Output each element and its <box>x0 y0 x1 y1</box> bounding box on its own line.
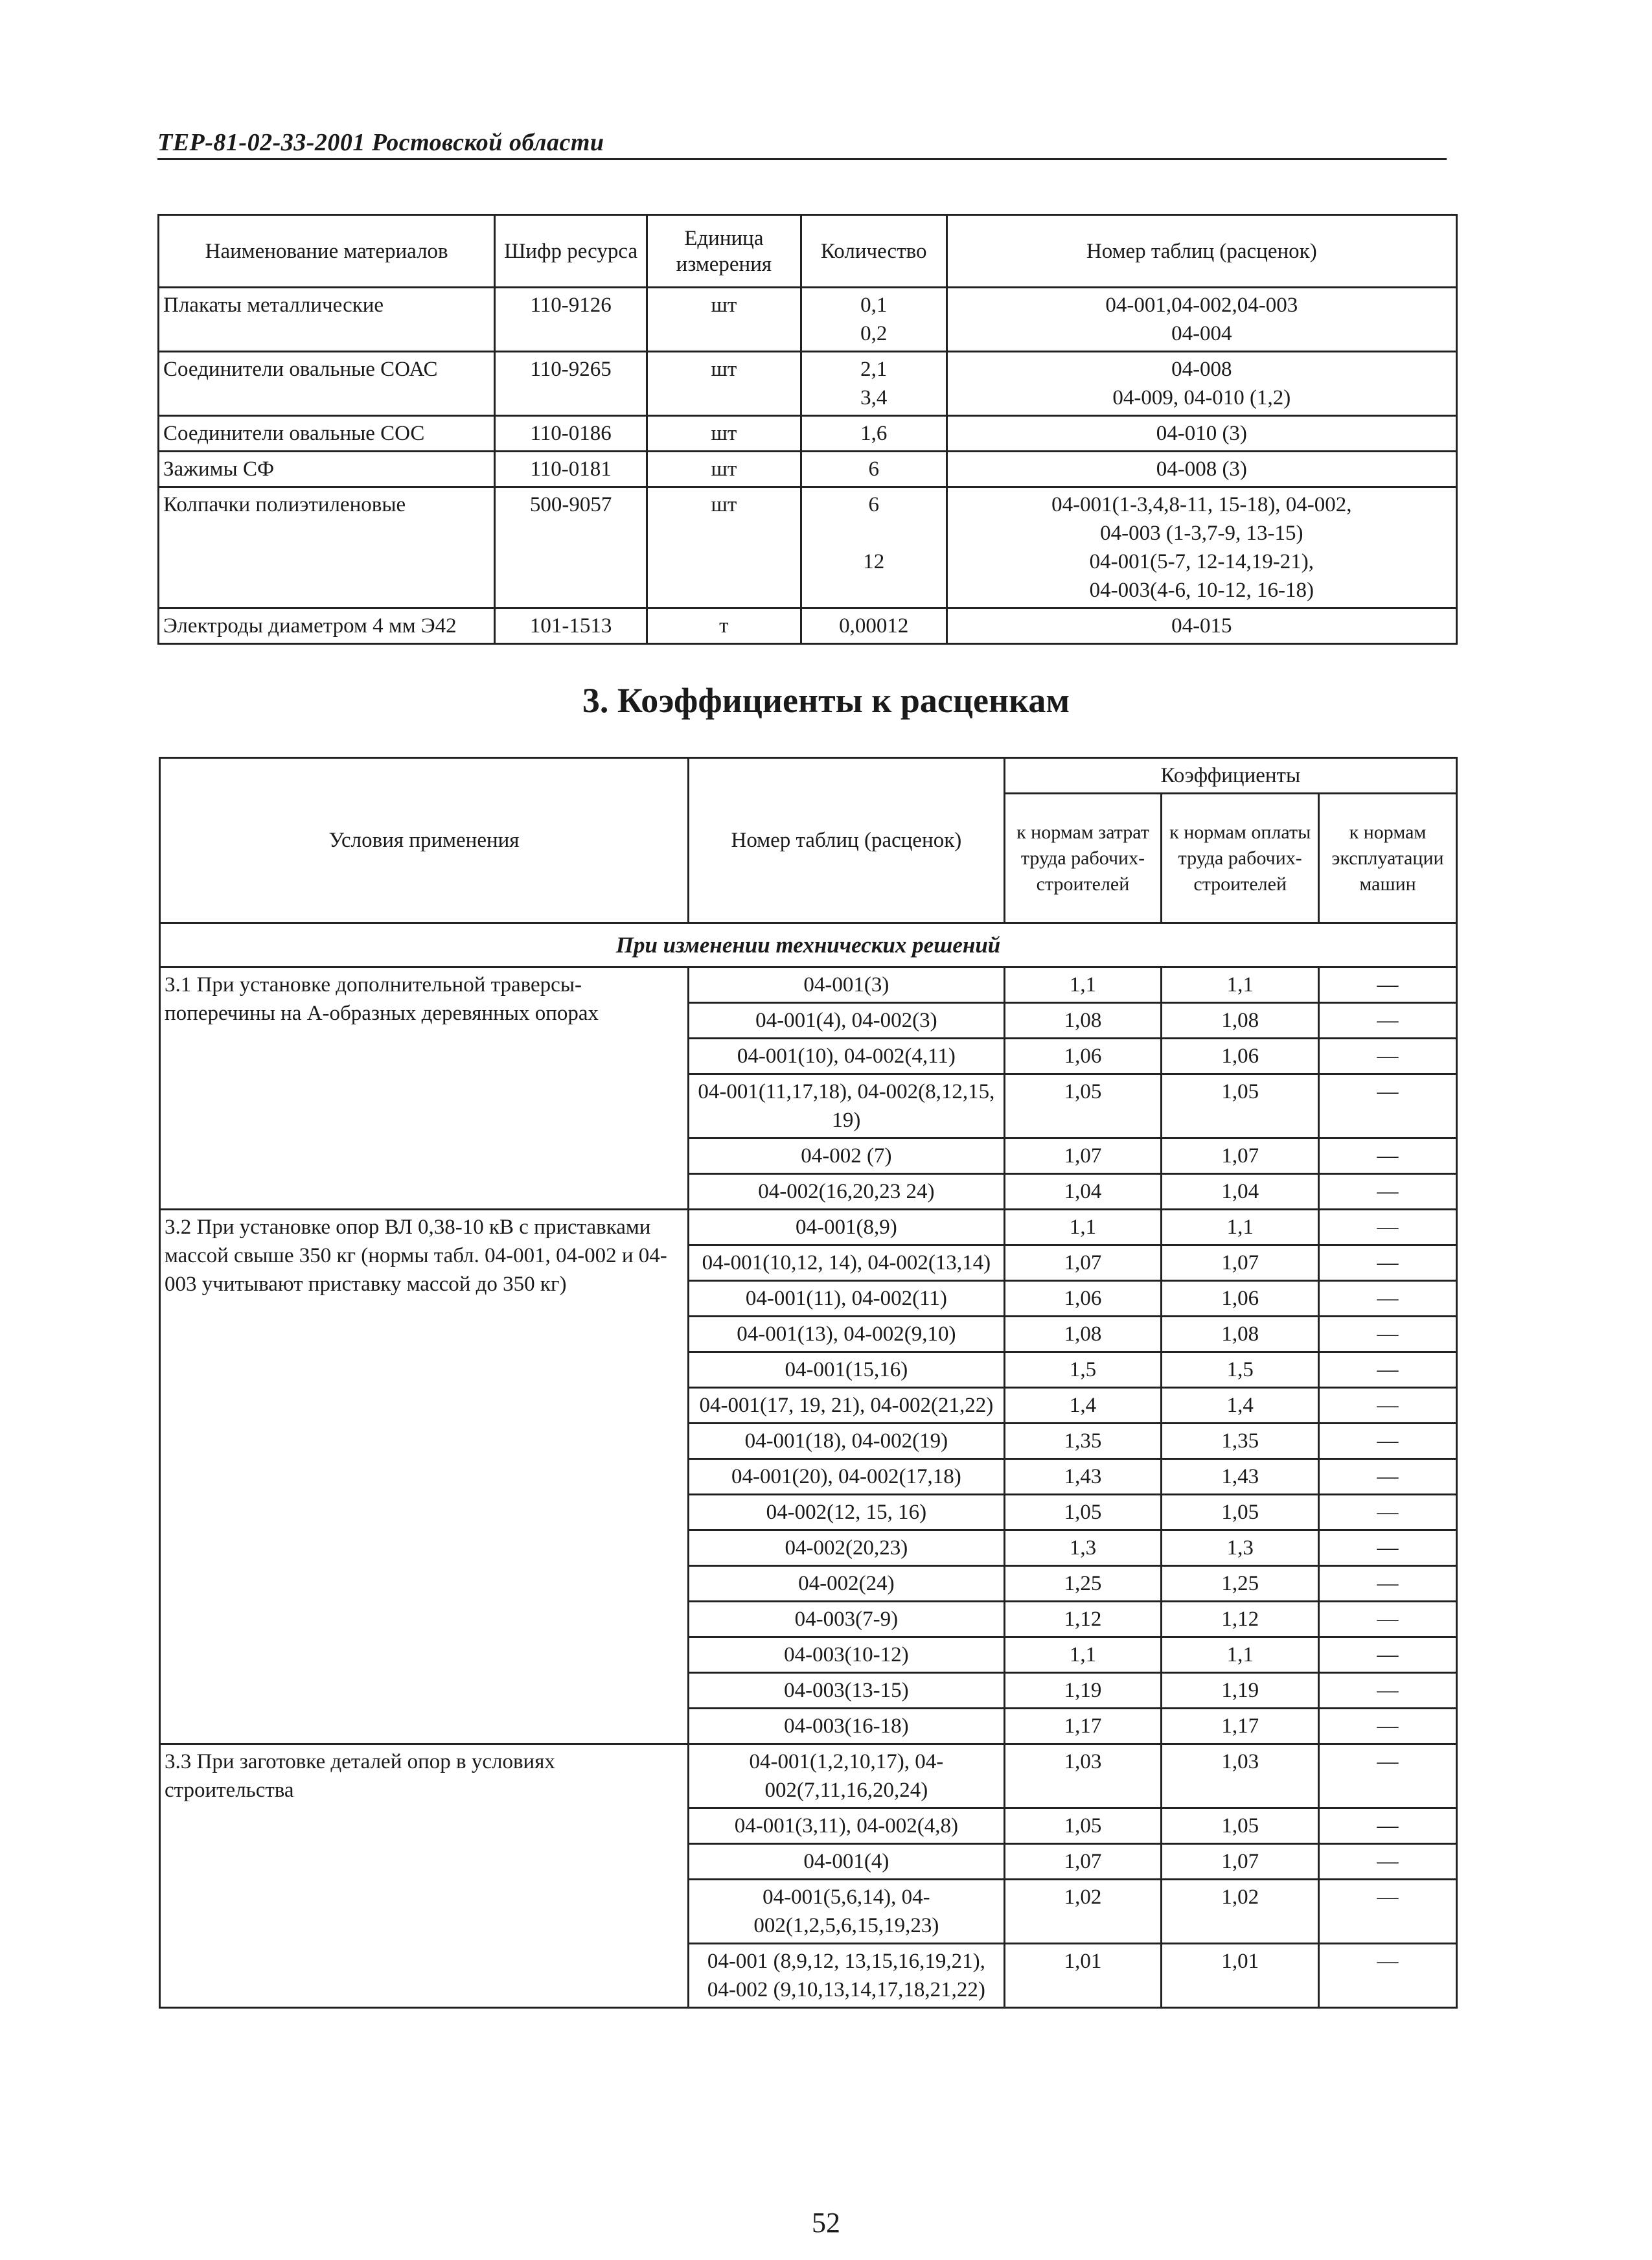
table-numbers: 04-003(16-18) <box>689 1709 1005 1744</box>
coefficient-row <box>160 967 1457 1003</box>
coefficient-labor: 1,06 <box>1004 1281 1162 1317</box>
coefficient-pay: 1,03 <box>1162 1744 1319 1808</box>
coefficient-row <box>160 1744 1457 1808</box>
coefficient-labor: 1,12 <box>1004 1602 1162 1637</box>
document-header: ТЕР-81-02-33-2001 Ростовской области <box>157 128 1447 160</box>
material-code: 110-9265 <box>495 352 647 416</box>
table-numbers: 04-001(4), 04-002(3) <box>689 1003 1005 1039</box>
coefficient-machines: — <box>1319 1944 1457 2008</box>
material-name: Колпачки полиэтиленовые <box>159 487 495 608</box>
material-qty-line <box>806 576 942 605</box>
material-qty <box>801 416 946 452</box>
coefficient-labor: 1,1 <box>1004 1210 1162 1245</box>
coefficient-labor: 1,1 <box>1004 1637 1162 1673</box>
coefficient-machines: — <box>1319 1602 1457 1637</box>
coefficient-pay: 1,07 <box>1162 1138 1319 1174</box>
coefficient-machines: — <box>1319 1459 1457 1495</box>
coefficient-labor: 1,08 <box>1004 1317 1162 1352</box>
coefficient-pay: 1,04 <box>1162 1174 1319 1210</box>
coefficient-machines: — <box>1319 1530 1457 1566</box>
material-tables <box>946 608 1456 644</box>
material-qty <box>801 452 946 487</box>
coefficient-machines: — <box>1319 1317 1457 1352</box>
coefficient-labor: 1,03 <box>1004 1744 1162 1808</box>
coefficient-pay: 1,1 <box>1162 1637 1319 1673</box>
coefficient-labor: 1,01 <box>1004 1944 1162 2008</box>
table-numbers: 04-003(10-12) <box>689 1637 1005 1673</box>
coefficient-machines: — <box>1319 1245 1457 1281</box>
table-numbers: 04-001(10,12, 14), 04-002(13,14) <box>689 1245 1005 1281</box>
table-numbers: 04-001(3,11), 04-002(4,8) <box>689 1808 1005 1844</box>
table-numbers: 04-001(3) <box>689 967 1005 1003</box>
coefficient-labor: 1,07 <box>1004 1844 1162 1880</box>
table-numbers: 04-001(8,9) <box>689 1210 1005 1245</box>
material-tables <box>946 452 1456 487</box>
coefficient-pay: 1,1 <box>1162 1210 1319 1245</box>
material-qty-line: 6 <box>868 457 879 481</box>
material-name: Зажимы СФ <box>159 452 495 487</box>
material-name: Электроды диаметром 4 мм Э42 <box>159 608 495 644</box>
coefficient-pay: 1,05 <box>1162 1074 1319 1138</box>
coefficient-machines: — <box>1319 1039 1457 1074</box>
table-numbers: 04-001(18), 04-002(19) <box>689 1424 1005 1459</box>
coefficient-machines: — <box>1319 1673 1457 1709</box>
coefficient-pay: 1,06 <box>1162 1039 1319 1074</box>
table-numbers: 04-003(13-15) <box>689 1673 1005 1709</box>
coefficient-labor: 1,07 <box>1004 1138 1162 1174</box>
col-header-qty: Количество <box>801 215 946 288</box>
coefficient-pay: 1,43 <box>1162 1459 1319 1495</box>
table-numbers: 04-001(11,17,18), 04-002(8,12,15, 19) <box>689 1074 1005 1138</box>
coefficient-labor: 1,4 <box>1004 1388 1162 1424</box>
material-tables-line: 04-001(1-3,4,8-11, 15-18), 04-002, <box>1051 493 1352 516</box>
page-number: 52 <box>812 2207 840 2239</box>
coefficient-machines: — <box>1319 1174 1457 1210</box>
coefficient-labor: 1,35 <box>1004 1424 1162 1459</box>
coefficient-machines: — <box>1319 1709 1457 1744</box>
material-qty-line <box>806 519 942 548</box>
material-row <box>159 352 1457 416</box>
coefficient-machines: — <box>1319 1074 1457 1138</box>
coefficient-row <box>160 1210 1457 1245</box>
table-numbers: 04-002(12, 15, 16) <box>689 1495 1005 1530</box>
material-name: Соединители овальные СОС <box>159 416 495 452</box>
coeffs-header-row-1 <box>160 758 1457 794</box>
subheader-technical-changes: При изменении технических решений <box>160 923 1457 967</box>
coefficient-pay: 1,02 <box>1162 1880 1319 1944</box>
coefficient-pay: 1,08 <box>1162 1003 1319 1039</box>
material-tables-line: 04-001,04-002,04-003 <box>1105 294 1298 317</box>
coefficient-machines: — <box>1319 1637 1457 1673</box>
coefficient-pay: 1,05 <box>1162 1495 1319 1530</box>
material-qty-line: 2,1 <box>860 358 888 381</box>
coefficient-labor: 1,04 <box>1004 1174 1162 1210</box>
col-header-code: Шифр ресурса <box>495 215 647 288</box>
material-tables-line: 04-015 <box>1171 614 1232 638</box>
material-qty-line: 0,2 <box>860 322 888 345</box>
material-code: 101-1513 <box>495 608 647 644</box>
table-numbers: 04-001(5,6,14), 04-002(1,2,5,6,15,19,23) <box>689 1880 1005 1944</box>
material-qty <box>801 487 946 608</box>
coefficient-machines: — <box>1319 1138 1457 1174</box>
material-qty-line: 3,4 <box>860 386 888 409</box>
material-qty-line: 0,1 <box>860 294 888 317</box>
table-numbers: 04-001 (8,9,12, 13,15,16,19,21), 04-002 (9,10,13,14,17,18,21,22) <box>689 1944 1005 2008</box>
table-numbers: 04-001(1,2,10,17), 04-002(7,11,16,20,24) <box>689 1744 1005 1808</box>
table-numbers: 04-001(15,16) <box>689 1352 1005 1388</box>
material-tables-line: 04-003 (1-3,7-9, 13-15) <box>1100 522 1303 545</box>
material-qty-line: 1,6 <box>860 422 888 445</box>
col-header-name: Наименование материалов <box>159 215 495 288</box>
material-code: 110-0186 <box>495 416 647 452</box>
condition-text: 3.1 При установке дополнительной траверсы-поперечины на А-образных деревянных опорах <box>160 967 689 1210</box>
coefficient-labor: 1,3 <box>1004 1530 1162 1566</box>
coefficient-pay: 1,12 <box>1162 1602 1319 1637</box>
materials-header-row <box>159 215 1457 288</box>
material-tables-line: 04-008 (3) <box>1156 457 1247 481</box>
coefficient-machines: — <box>1319 1844 1457 1880</box>
col-header-unit: Единица измерения <box>647 215 801 288</box>
coefficient-machines: — <box>1319 1880 1457 1944</box>
material-qty <box>801 352 946 416</box>
coefficient-pay: 1,1 <box>1162 967 1319 1003</box>
table-numbers: 04-003(7-9) <box>689 1602 1005 1637</box>
table-numbers: 04-001(13), 04-002(9,10) <box>689 1317 1005 1352</box>
coefficient-machines: — <box>1319 1495 1457 1530</box>
coefficients-body <box>160 967 1457 2008</box>
coefficient-labor: 1,05 <box>1004 1808 1162 1844</box>
col-header-conditions: Условия применения <box>160 758 689 923</box>
coefficient-machines: — <box>1319 1003 1457 1039</box>
coefficient-labor: 1,02 <box>1004 1880 1162 1944</box>
coefficient-labor: 1,43 <box>1004 1459 1162 1495</box>
coefficient-labor: 1,5 <box>1004 1352 1162 1388</box>
material-row <box>159 487 1457 608</box>
col-header-k-pay: к нормам оплаты труда рабочих-строителей <box>1162 794 1319 923</box>
table-numbers: 04-001(17, 19, 21), 04-002(21,22) <box>689 1388 1005 1424</box>
coefficient-machines: — <box>1319 1388 1457 1424</box>
coefficient-machines: — <box>1319 967 1457 1003</box>
material-name: Соединители овальные СОАС <box>159 352 495 416</box>
material-row <box>159 452 1457 487</box>
coefficient-pay: 1,05 <box>1162 1808 1319 1844</box>
coefficient-machines: — <box>1319 1744 1457 1808</box>
material-tables-line: 04-004 <box>1171 322 1232 345</box>
coefficient-labor: 1,19 <box>1004 1673 1162 1709</box>
material-unit: шт <box>647 352 801 416</box>
table-numbers: 04-002(20,23) <box>689 1530 1005 1566</box>
material-unit: шт <box>647 452 801 487</box>
coefficient-machines: — <box>1319 1808 1457 1844</box>
material-unit: шт <box>647 487 801 608</box>
material-unit: т <box>647 608 801 644</box>
table-numbers: 04-002(16,20,23 24) <box>689 1174 1005 1210</box>
material-qty <box>801 288 946 352</box>
material-qty-line: 6 <box>868 493 879 516</box>
materials-table <box>157 214 1458 645</box>
material-tables-line: 04-008 <box>1171 358 1232 381</box>
coefficient-pay: 1,07 <box>1162 1245 1319 1281</box>
coefficient-pay: 1,3 <box>1162 1530 1319 1566</box>
material-row <box>159 608 1457 644</box>
material-unit: шт <box>647 288 801 352</box>
table-numbers: 04-002(24) <box>689 1566 1005 1602</box>
coefficient-pay: 1,35 <box>1162 1424 1319 1459</box>
coefficient-pay: 1,07 <box>1162 1844 1319 1880</box>
material-code: 110-9126 <box>495 288 647 352</box>
coefficient-pay: 1,17 <box>1162 1709 1319 1744</box>
condition-text: 3.2 При установке опор ВЛ 0,38-10 кВ с приставками массой свыше 350 кг (нормы табл. 04-001, 04-002 и 04-003 учитывают приставку массой до 350 кг) <box>160 1210 689 1744</box>
coefficient-labor: 1,05 <box>1004 1074 1162 1138</box>
table-numbers: 04-001(4) <box>689 1844 1005 1880</box>
material-unit: шт <box>647 416 801 452</box>
table-numbers: 04-001(11), 04-002(11) <box>689 1281 1005 1317</box>
coefficient-pay: 1,5 <box>1162 1352 1319 1388</box>
material-row <box>159 416 1457 452</box>
material-tables-line: 04-009, 04-010 (1,2) <box>1112 386 1291 409</box>
coefficient-machines: — <box>1319 1424 1457 1459</box>
coefficient-labor: 1,08 <box>1004 1003 1162 1039</box>
col-header-tables: Номер таблиц (расценок) <box>946 215 1456 288</box>
material-qty-line: 0,00012 <box>839 614 909 638</box>
table-numbers: 04-002 (7) <box>689 1138 1005 1174</box>
table-numbers: 04-001(20), 04-002(17,18) <box>689 1459 1005 1495</box>
material-tables-line: 04-003(4-6, 10-12, 16-18) <box>1089 579 1314 602</box>
material-code: 500-9057 <box>495 487 647 608</box>
material-qty-line: 12 <box>863 550 885 573</box>
coefficient-pay: 1,25 <box>1162 1566 1319 1602</box>
material-row <box>159 288 1457 352</box>
col-header-table-numbers: Номер таблиц (расценок) <box>689 758 1005 923</box>
coefficient-labor: 1,06 <box>1004 1039 1162 1074</box>
material-tables-line: 04-010 (3) <box>1156 422 1247 445</box>
coefficient-machines: — <box>1319 1281 1457 1317</box>
material-tables <box>946 288 1456 352</box>
material-tables <box>946 416 1456 452</box>
coefficient-machines: — <box>1319 1566 1457 1602</box>
coefficient-pay: 1,08 <box>1162 1317 1319 1352</box>
coefficient-labor: 1,1 <box>1004 967 1162 1003</box>
coefficients-table <box>159 757 1458 2009</box>
col-header-k-machines: к нормам эксплуатации машин <box>1319 794 1457 923</box>
coefficient-pay: 1,06 <box>1162 1281 1319 1317</box>
col-header-coefficients: Коэффициенты <box>1004 758 1456 794</box>
coefficient-pay: 1,19 <box>1162 1673 1319 1709</box>
coefficient-machines: — <box>1319 1210 1457 1245</box>
material-tables <box>946 352 1456 416</box>
coeffs-subheader-row <box>160 923 1457 967</box>
col-header-k-labor: к нормам затрат труда рабочих-строителей <box>1004 794 1162 923</box>
material-tables-line: 04-001(5-7, 12-14,19-21), <box>1089 550 1314 573</box>
coefficient-machines: — <box>1319 1352 1457 1388</box>
materials-body <box>159 288 1457 644</box>
coefficient-pay: 1,4 <box>1162 1388 1319 1424</box>
material-name: Плакаты металлические <box>159 288 495 352</box>
condition-text: 3.3 При заготовке деталей опор в условиях строительства <box>160 1744 689 2008</box>
material-code: 110-0181 <box>495 452 647 487</box>
coefficient-labor: 1,25 <box>1004 1566 1162 1602</box>
material-tables <box>946 487 1456 608</box>
table-numbers: 04-001(10), 04-002(4,11) <box>689 1039 1005 1074</box>
coefficient-labor: 1,07 <box>1004 1245 1162 1281</box>
coefficient-labor: 1,17 <box>1004 1709 1162 1744</box>
coefficient-pay: 1,01 <box>1162 1944 1319 2008</box>
coefficient-labor: 1,05 <box>1004 1495 1162 1530</box>
section-title: 3. Коэффициенты к расценкам <box>582 681 1070 720</box>
material-qty <box>801 608 946 644</box>
